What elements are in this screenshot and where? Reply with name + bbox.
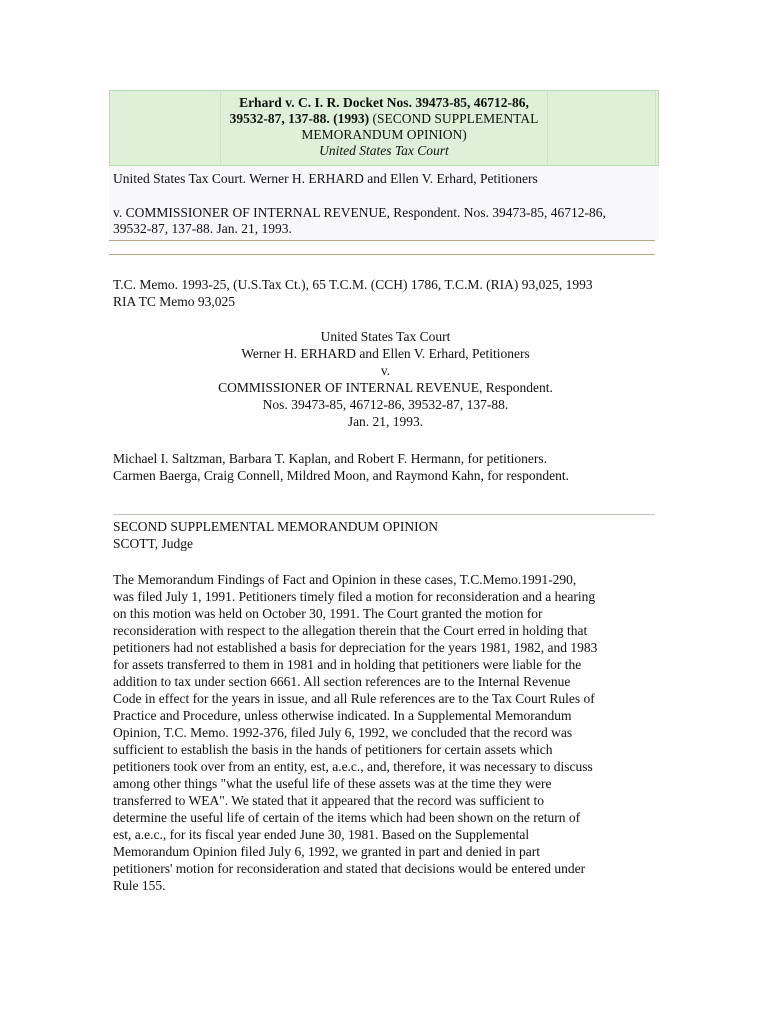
caption-date: Jan. 21, 1993.: [347, 414, 424, 429]
counsel-petitioners: Michael I. Saltzman, Barbara T. Kaplan, and Robert F. Hermann, for petitioners.: [113, 451, 548, 466]
caption-petitioners: Werner H. ERHARD and Ellen V. Erhard, Petitioners: [241, 346, 530, 361]
meta-line-2a: v. COMMISSIONER OF INTERNAL REVENUE, Respondent. Nos. 39473-85, 46712-86,: [113, 205, 606, 220]
opinion-heading-block: [113, 518, 658, 552]
divider: [109, 240, 655, 241]
body-line: among other things "what the useful life of these assets was at the time they were: [113, 776, 552, 791]
table-column-divider: [547, 91, 548, 165]
body-line: Opinion, T.C. Memo. 1992-376, filed July 6, 1992, we concluded that the record was: [113, 725, 573, 740]
court-name-italic: United States Tax Court: [319, 143, 449, 158]
header-table: [109, 90, 659, 166]
opinion-judge: SCOTT, Judge: [113, 536, 193, 551]
body-line: reconsideration with respect to the allegation therein that the Court erred in holding that: [113, 623, 588, 638]
body-line: Rule 155.: [113, 878, 166, 893]
body-line: Code in effect for the years in issue, and all Rule references are to the Tax Court Rules of: [113, 691, 595, 706]
body-line: est, a.e.c., for its fiscal year ended June 30, 1981. Based on the Supplemental: [113, 827, 530, 842]
body-line: petitioners' motion for reconsideration and stated that decisions would be entered under: [113, 861, 586, 876]
body-line: was filed July 1, 1991. Petitioners timely filed a motion for reconsideration and a hearing: [113, 589, 596, 604]
opinion-heading: SECOND SUPPLEMENTAL MEMORANDUM OPINION: [113, 519, 439, 534]
case-title-rest: (SECOND SUPPLEMENTAL MEMORANDUM OPINION): [301, 111, 539, 142]
divider: [113, 514, 655, 515]
body-line: addition to tax under section 6661. All section references are to the Internal Revenue: [113, 674, 571, 689]
body-line: The Memorandum Findings of Fact and Opinion in these cases, T.C.Memo.1991-290,: [113, 572, 577, 587]
body-line: petitioners took over from an entity, est, a.e.c., and, therefore, it was necessary to discuss: [113, 759, 593, 774]
citation-line-1: T.C. Memo. 1993-25, (U.S.Tax Ct.), 65 T.C.M. (CCH) 1786, T.C.M. (RIA) 93,025, 1993: [113, 277, 593, 292]
caption-court: United States Tax Court: [320, 329, 451, 344]
citation-line-2: RIA TC Memo 93,025: [113, 294, 236, 309]
divider: [109, 254, 655, 255]
case-caption: [113, 328, 658, 430]
body-line: transferred to WEA". We stated that it appeared that the record was sufficient to: [113, 793, 545, 808]
opinion-body: [113, 571, 658, 894]
caption-docket-numbers: Nos. 39473-85, 46712-86, 39532-87, 137-88.: [262, 397, 509, 412]
body-line: Memorandum Opinion filed July 6, 1992, we granted in part and denied in part: [113, 844, 541, 859]
caption-respondent: COMMISSIONER OF INTERNAL REVENUE, Respondent.: [218, 380, 553, 395]
table-column-divider: [655, 91, 656, 165]
body-line: on this motion was held on October 30, 1991. The Court granted the motion for: [113, 606, 543, 621]
case-title-bold: Erhard v. C. I. R. Docket Nos. 39473-85, 46712-86, 39532-87, 137-88. (1993): [229, 95, 529, 126]
counsel: [113, 450, 658, 484]
meta-line-1: United States Tax Court. Werner H. ERHARD and Ellen V. Erhard, Petitioners: [113, 171, 538, 186]
meta-line-2b: 39532-87, 137-88. Jan. 21, 1993.: [113, 221, 292, 236]
case-title: [221, 95, 547, 159]
body-line: sufficient to establish the basis in the hands of petitioners for certain assets which: [113, 742, 553, 757]
counsel-respondent: Carmen Baerga, Craig Connell, Mildred Moon, and Raymond Kahn, for respondent.: [113, 468, 570, 483]
body-line: Practice and Procedure, unless otherwise indicated. In a Supplemental Memorandum: [113, 708, 572, 723]
citation: [113, 276, 658, 310]
caption-versus: v.: [380, 363, 391, 378]
body-line: for assets transferred to them in 1981 and in holding that petitioners were liable for the: [113, 657, 582, 672]
body-line: determine the useful life of certain of the items which had been shown on the return of: [113, 810, 581, 825]
body-line: petitioners had not established a basis for depreciation for the years 1981, 1982, and 1983: [113, 640, 598, 655]
